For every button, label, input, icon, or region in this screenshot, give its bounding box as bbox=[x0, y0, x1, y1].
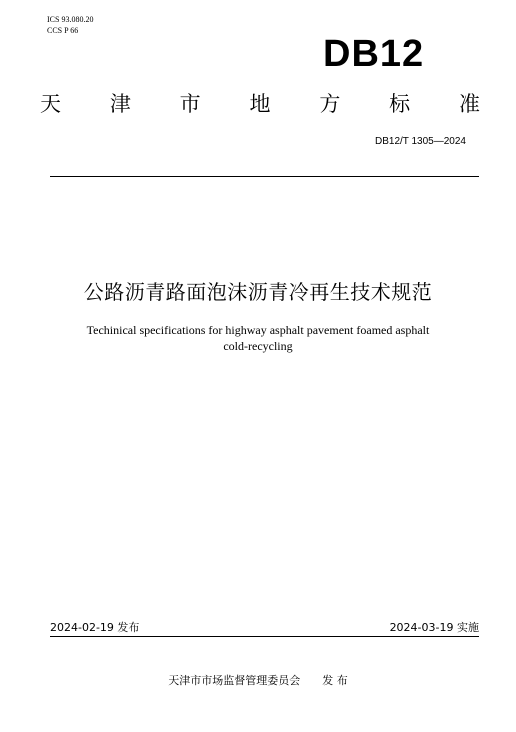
title-english bbox=[60, 322, 456, 354]
title-english-line: cold-recycling bbox=[223, 339, 293, 353]
standard-type bbox=[40, 90, 480, 118]
standard-number: DB12/T 1305—2024 bbox=[375, 136, 466, 147]
standard-type-char: 津 bbox=[109, 92, 131, 116]
standard-type-char: 市 bbox=[179, 92, 201, 116]
header-divider bbox=[50, 176, 479, 177]
standard-type-char: 方 bbox=[319, 92, 341, 116]
standard-type-char: 标 bbox=[389, 92, 411, 116]
title-chinese: 公路沥青路面泡沫沥青冷再生技术规范 bbox=[83, 280, 433, 304]
standard-type-char: 天 bbox=[40, 92, 61, 116]
standard-type-char: 准 bbox=[458, 92, 480, 116]
implementation-date: 2024-03-19 实施 bbox=[389, 621, 479, 634]
ics-code: ICS 93.080.20 bbox=[47, 15, 94, 24]
standard-logo: DB12 bbox=[323, 33, 425, 75]
issuer-name: 天津市市场监督管理委员会 bbox=[168, 674, 301, 687]
footer-divider bbox=[50, 636, 479, 637]
issuer-line bbox=[0, 673, 516, 688]
classification-codes bbox=[47, 14, 93, 36]
title-english-line: Techinical specifications for highway asphalt pavement foamed asphalt bbox=[86, 323, 430, 337]
issue-word: 发 布 bbox=[322, 674, 348, 687]
standard-type-char: 地 bbox=[249, 92, 271, 116]
issue-date: 2024-02-19 发布 bbox=[50, 621, 140, 634]
ccs-code: CCS P 66 bbox=[47, 26, 79, 35]
